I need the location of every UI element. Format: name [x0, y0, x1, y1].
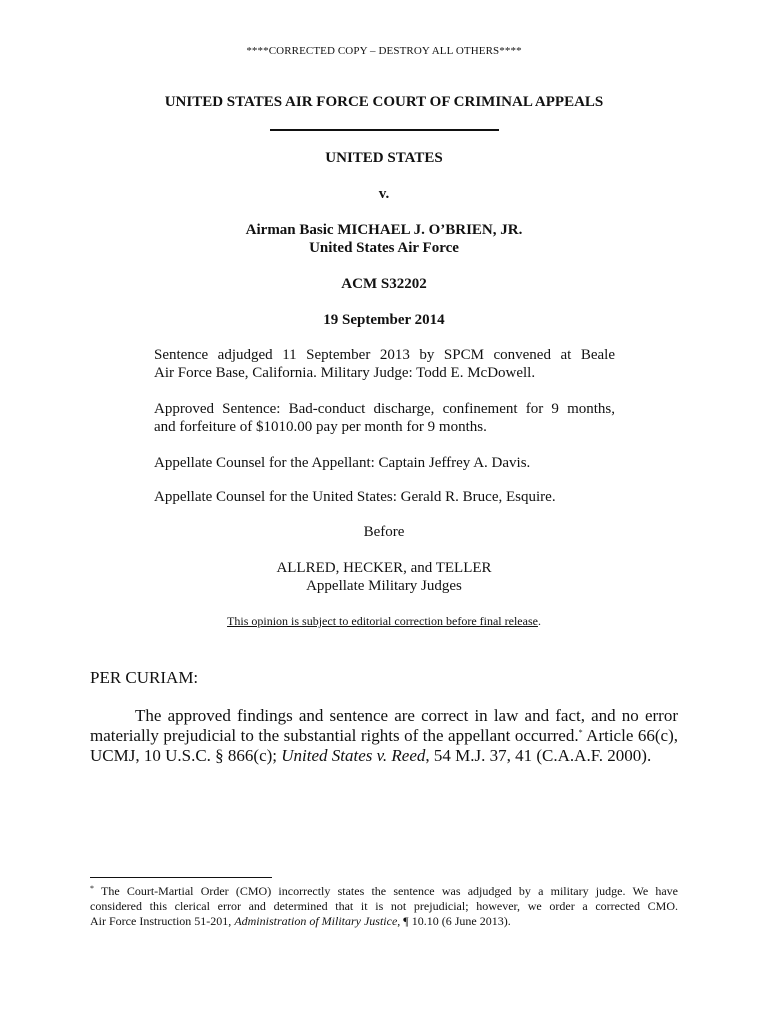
opinion-line-3-cite: , 54 M.J. 37, 41 (C.A.A.F. 2000). [425, 746, 652, 765]
appellant-counsel-text: Appellate Counsel for the Appellant: Captain Jeffrey A. Davis. [154, 455, 531, 471]
footnote-line-2: considered this clerical error and determined that it is not prejudicial; however, we order a corrected CMO. [90, 899, 678, 913]
appellant-counsel [154, 454, 615, 472]
footnote-line-1-text: The Court-Martial Order (CMO) incorrectly states the sentence was adjudged by a military judge. We have [94, 884, 678, 898]
opinion-line-2 [90, 726, 678, 746]
title-divider [270, 129, 499, 131]
appellant-service: United States Air Force [309, 240, 459, 256]
panel-judges: ALLRED, HECKER, and TELLER [276, 560, 492, 576]
sentence-adjudged-paragraph [154, 346, 615, 382]
court-title: UNITED STATES AIR FORCE COURT OF CRIMINAL APPEALS [164, 94, 604, 110]
sentence-line-2: Air Force Base, California. Military Judge: Todd E. McDowell. [154, 365, 536, 381]
case-citation-name: United States v. Reed [281, 746, 426, 765]
appellant-name: Airman Basic MICHAEL J. O’BRIEN, JR. [245, 222, 523, 238]
decision-date: 19 September 2014 [323, 312, 445, 328]
docket-number: ACM S32202 [341, 276, 427, 292]
corrected-copy-banner: ****CORRECTED COPY – DESTROY ALL OTHERS**** [246, 45, 522, 57]
approved-line-1: Approved Sentence: Bad-conduct discharge, confinement for 9 months, [154, 401, 615, 417]
government-counsel [154, 488, 615, 506]
editorial-notice-period: . [537, 614, 541, 628]
party-united-states: UNITED STATES [325, 150, 443, 166]
versus: v. [378, 186, 390, 202]
approved-sentence-paragraph [154, 400, 615, 436]
opinion-paragraph [90, 706, 678, 766]
footnote [90, 884, 678, 929]
opinion-line-3-text: UCMJ, 10 U.S.C. § 866(c); [90, 746, 282, 765]
opinion-line-2-text: materially prejudicial to the substantial rights of the appellant occurred. [90, 726, 579, 745]
editorial-notice-text: This opinion is subject to editorial correction before final release [227, 614, 538, 628]
government-counsel-text: Appellate Counsel for the United States: Gerald R. Bruce, Esquire. [154, 489, 556, 505]
panel-judges-title: Appellate Military Judges [306, 578, 462, 594]
per-curiam-heading: PER CURIAM: [90, 668, 199, 687]
before-label: Before [363, 524, 405, 540]
footnote-line-1 [90, 884, 678, 899]
approved-line-2: and forfeiture of $1010.00 pay per month for 9 months. [154, 419, 487, 435]
footnote-line-3-text: Air Force Instruction 51-201, [90, 914, 235, 928]
editorial-notice [0, 612, 768, 630]
footnote-publication-title: Administration of Military Justice [234, 914, 398, 928]
opinion-line-2-cite: Article 66(c), [582, 726, 678, 745]
footnote-mark: * [90, 884, 94, 893]
footnote-divider [90, 877, 272, 878]
footnote-line-3-cite: , ¶ 10.10 (6 June 2013). [397, 914, 511, 928]
opinion-line-1: The approved findings and sentence are correct in law and fact, and no error [135, 706, 678, 725]
footnote-line-3 [90, 914, 678, 929]
footnote-reference[interactable]: * [578, 728, 583, 737]
sentence-line-1: Sentence adjudged 11 September 2013 by SPCM convened at Beale [154, 347, 615, 363]
opinion-line-3 [90, 746, 678, 766]
